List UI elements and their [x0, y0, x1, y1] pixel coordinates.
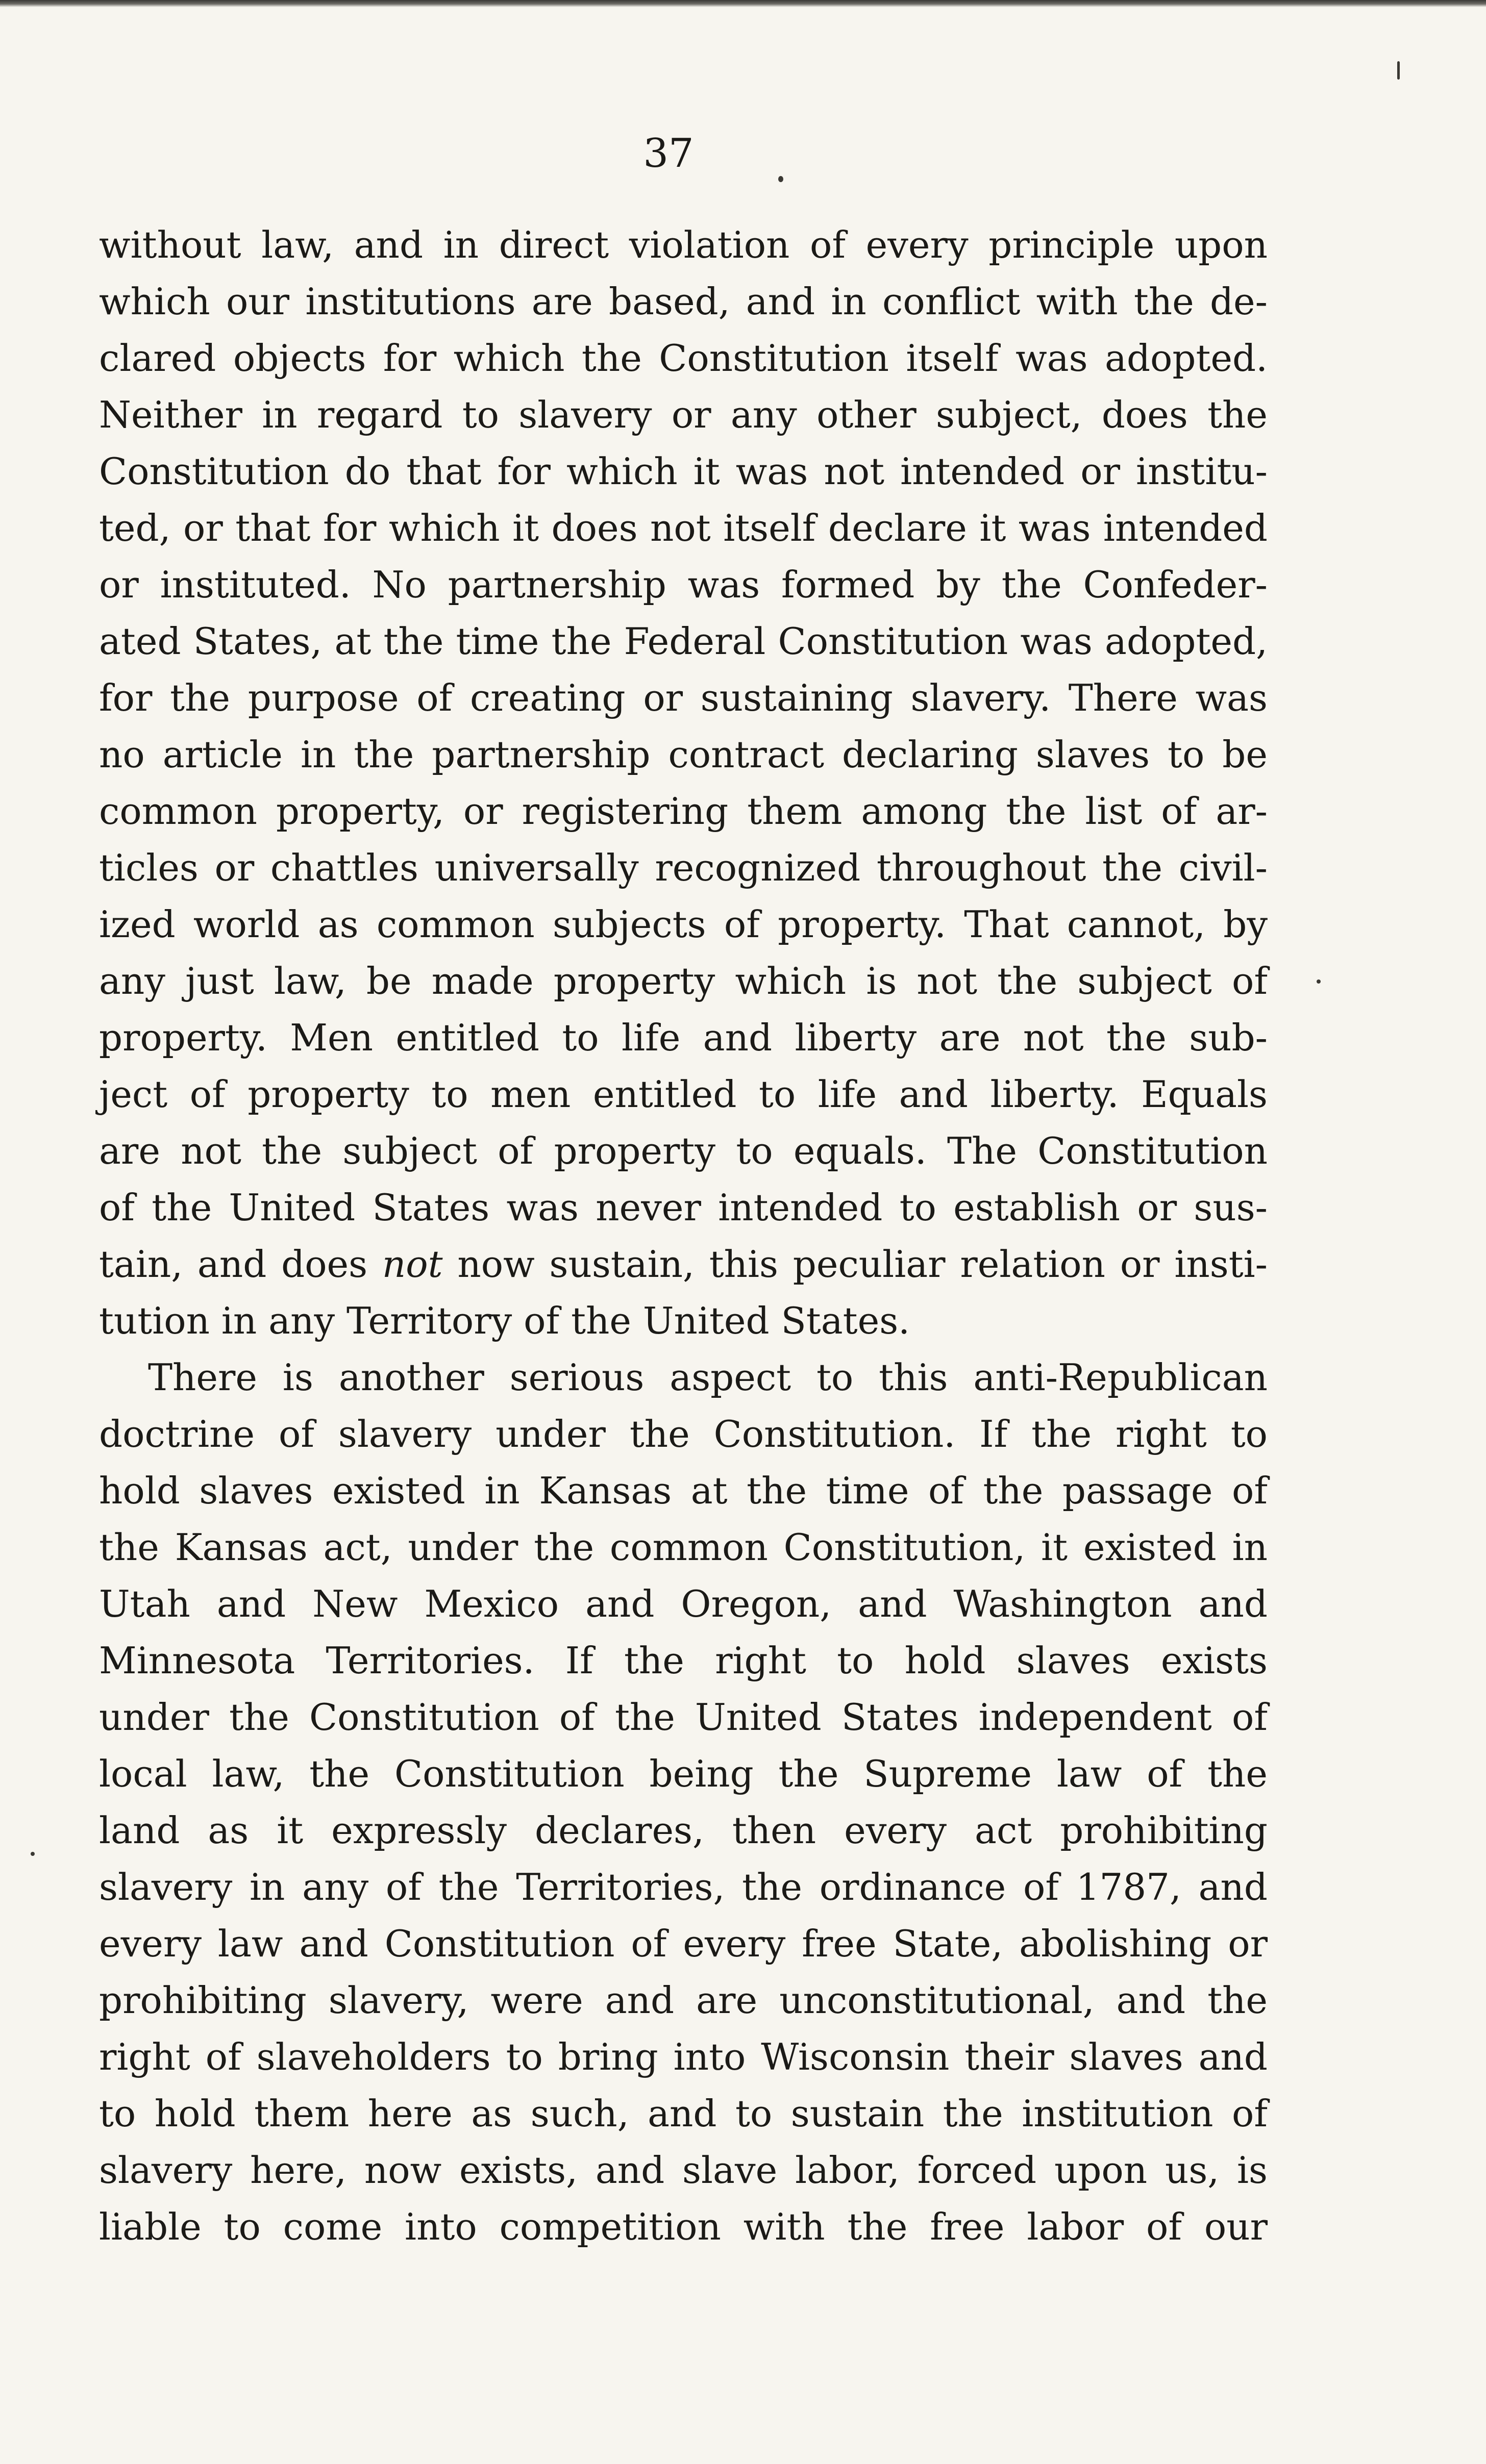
- text-line: hold slaves existed in Kansas at the time of the passage of: [99, 1469, 1268, 1512]
- text-line-with-emphasis: [99, 1236, 1268, 1293]
- text-line: to hold them here as such, and to sustain the institution of: [99, 2092, 1268, 2135]
- body-text: [99, 217, 1268, 2255]
- text-line: the Kansas act, under the common Constitution, it existed in: [99, 1526, 1268, 1569]
- text-line: right of slaveholders to bring into Wisconsin their slaves and: [99, 2035, 1268, 2078]
- text-line: any just law, be made property which is not the subject of: [99, 960, 1268, 1002]
- text-line: no article in the partnership contract declaring slaves to be: [99, 733, 1268, 776]
- text-line: ject of property to men entitled to life and liberty. Equals: [99, 1073, 1268, 1116]
- text-line: ized world as common subjects of property. That cannot, by: [99, 903, 1268, 946]
- text-line: prohibiting slavery, were and are unconstitutional, and the: [99, 1979, 1268, 2022]
- text-line: ted, or that for which it does not itself declare it was intended: [99, 507, 1268, 549]
- print-speck: [31, 1852, 35, 1856]
- text-line: ated States, at the time the Federal Constitution was adopted,: [99, 620, 1268, 663]
- text-line: There is another serious aspect to this anti-Republican: [148, 1356, 1268, 1399]
- print-speck: [778, 176, 783, 182]
- print-speck: [1397, 61, 1400, 80]
- text-line: every law and Constitution of every free State, abolishing or: [99, 1922, 1268, 1965]
- text-line: Minnesota Territories. If the right to hold slaves exists: [99, 1639, 1268, 1682]
- text-line: are not the subject of property to equals. The Constitution: [99, 1129, 1268, 1172]
- text-line: ticles or chattles universally recognized throughout the civil-: [99, 846, 1268, 889]
- text-line: without law, and in direct violation of every principle upon: [99, 223, 1268, 266]
- text-line: of the United States was never intended to establish or sus-: [99, 1186, 1268, 1229]
- text-segment: now sustain, this peculiar relation or insti-: [457, 1243, 1268, 1286]
- text-line: or instituted. No partnership was formed by the Confeder-: [99, 563, 1268, 606]
- page-number: 37: [643, 131, 694, 177]
- text-line: for the purpose of creating or sustaining slavery. There was: [99, 676, 1268, 719]
- text-line: liable to come into competition with the free labor of our: [99, 2205, 1268, 2248]
- text-line: land as it expressly declares, then every act prohibiting: [99, 1809, 1268, 1852]
- text-line: Utah and New Mexico and Oregon, and Washington and: [99, 1582, 1268, 1625]
- emphasis-not: not: [382, 1243, 443, 1286]
- paragraph-1: [99, 217, 1268, 1349]
- text-line: slavery in any of the Territories, the ordinance of 1787, and: [99, 1866, 1268, 1908]
- text-line: tution in any Territory of the United States.: [99, 1299, 910, 1342]
- text-line: property. Men entitled to life and liberty are not the sub-: [99, 1016, 1268, 1059]
- page-top-edge: [0, 0, 1486, 7]
- text-line: clared objects for which the Constitution itself was adopted.: [99, 337, 1268, 380]
- text-segment: tain, and does: [99, 1243, 382, 1286]
- print-speck: [1317, 979, 1321, 984]
- text-line: which our institutions are based, and in conflict with the de-: [99, 280, 1268, 323]
- text-line: doctrine of slavery under the Constitution. If the right to: [99, 1413, 1268, 1455]
- text-line: common property, or registering them among the list of ar-: [99, 790, 1268, 833]
- text-line: Neither in regard to slavery or any other subject, does the: [99, 393, 1268, 436]
- paragraph-2: [99, 1349, 1268, 2255]
- text-line: local law, the Constitution being the Supreme law of the: [99, 1752, 1268, 1795]
- text-line: Constitution do that for which it was not intended or institu-: [99, 450, 1268, 493]
- text-line: under the Constitution of the United States independent of: [99, 1696, 1268, 1739]
- text-line: slavery here, now exists, and slave labor, forced upon us, is: [99, 2149, 1268, 2192]
